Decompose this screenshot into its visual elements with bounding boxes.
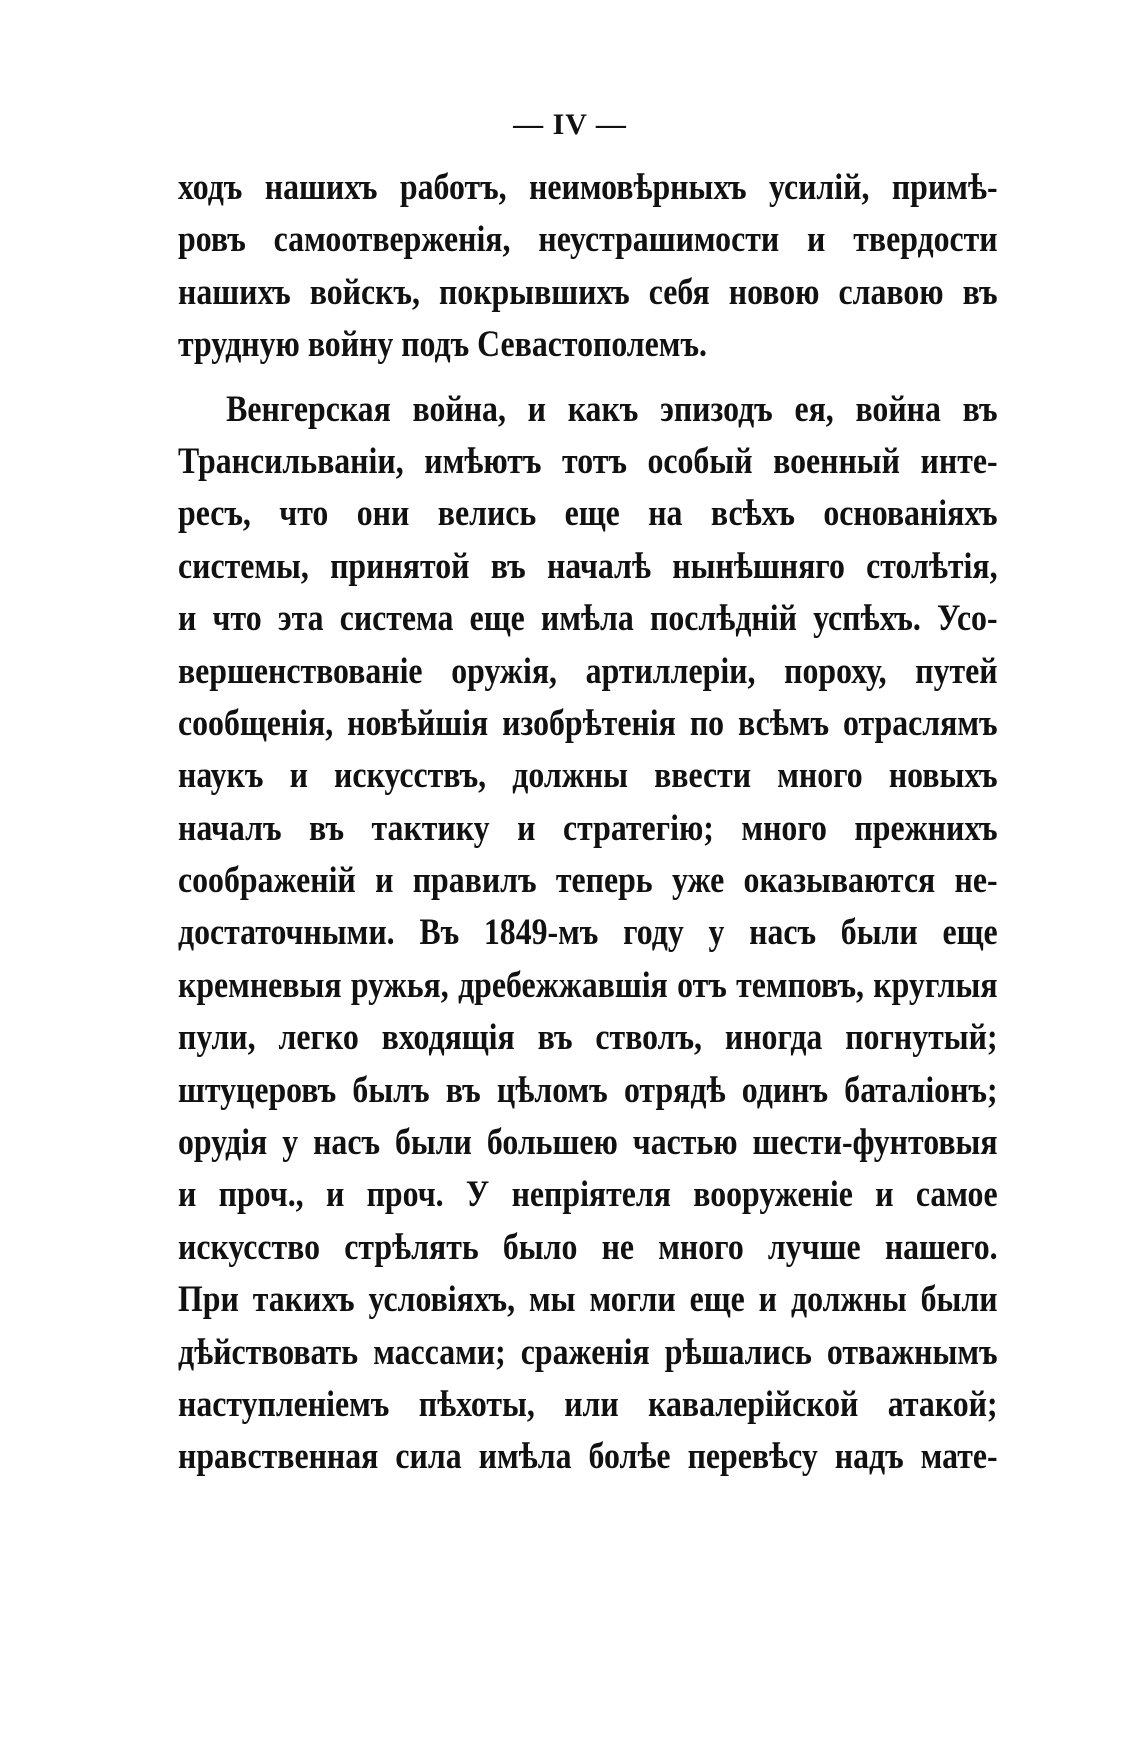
body-text <box>178 162 998 1484</box>
text-line: трудную войну подъ Севастополемъ. <box>178 324 707 366</box>
text-line: орудія у насъ были большею частью шести-фунтовыя <box>178 1122 998 1164</box>
text-line: наукъ и искусствъ, должны ввести много новыхъ <box>178 755 998 797</box>
text-line: Венгерская война, и какъ эпизодъ ея, война въ <box>226 388 998 430</box>
text-line: штуцеровъ былъ въ цѣломъ отрядѣ одинъ баталіонъ; <box>178 1069 998 1111</box>
text-line: Трансильваніи, имѣютъ тотъ особый военный инте- <box>178 440 998 482</box>
text-line: и что эта система еще имѣла послѣдній успѣхъ. Усо- <box>178 598 998 640</box>
text-line: ходъ нашихъ работъ, неимовѣрныхъ усилій, примѣ- <box>178 167 998 208</box>
text-line: искусство стрѣлять было не много лучше нашего. <box>178 1226 998 1268</box>
text-line: системы, принятой въ началѣ нынѣшняго столѣтія, <box>178 545 998 587</box>
text-line: соображеній и правилъ теперь уже оказываются не- <box>178 860 998 902</box>
text-line: При такихъ условіяхъ, мы могли еще и должны были <box>178 1279 998 1321</box>
text-line: сообщенія, новѣйшія изобрѣтенія по всѣмъ отраслямъ <box>178 702 998 744</box>
text-line: ровъ самоотверженія, неустрашимости и твердости <box>178 219 998 261</box>
text-line: наступленіемъ пѣхоты, или кавалерійской атакой; <box>178 1383 998 1425</box>
text-line: ресъ, что они велись еще на всѣхъ основаніяхъ <box>178 493 998 535</box>
text-line: и проч., и проч. У непріятеля вооруженіе и самое <box>178 1174 998 1216</box>
text-line: пули, легко входящія въ стволъ, иногда погнутый; <box>178 1017 998 1059</box>
text-line: достаточными. Въ 1849-мъ году у насъ были еще <box>178 912 998 954</box>
text-line: нашихъ войскъ, покрывшихъ себя новою славою въ <box>178 271 998 313</box>
text-line: вершенствованіе оружія, артиллеріи, пороху, путей <box>178 650 998 692</box>
page-number: — IV — <box>513 108 627 141</box>
paragraph <box>178 384 998 1484</box>
text-line: кремневыя ружья, дребежжавшія отъ темповъ, круглыя <box>178 964 998 1006</box>
text-line: нравственная сила имѣла болѣе перевѣсу надъ мате- <box>178 1436 998 1478</box>
text-line: дѣйствовать массами; сраженія рѣшались отважнымъ <box>178 1331 998 1373</box>
text-line: началъ въ тактику и стратегію; много прежнихъ <box>178 807 998 849</box>
paragraph <box>178 162 998 372</box>
